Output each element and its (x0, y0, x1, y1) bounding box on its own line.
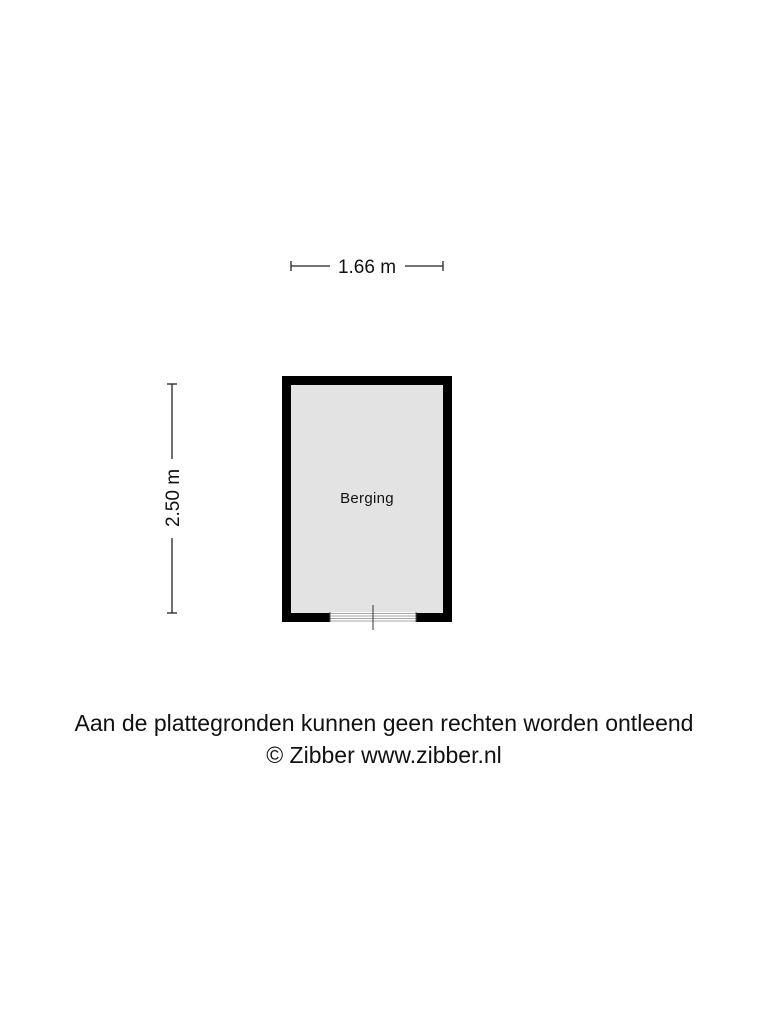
height-dimension (163, 384, 184, 613)
room-label: Berging (340, 490, 394, 507)
width-dimension-label: 1.66 m (337, 257, 397, 278)
copyright-text: © Zibber www.zibber.nl (266, 742, 502, 768)
width-dimension (291, 257, 443, 278)
disclaimer-text: Aan de plattegronden kunnen geen rechten worden ontleend (74, 710, 694, 736)
height-dimension-label: 2.50 m (163, 468, 184, 528)
room-berging (282, 376, 452, 630)
